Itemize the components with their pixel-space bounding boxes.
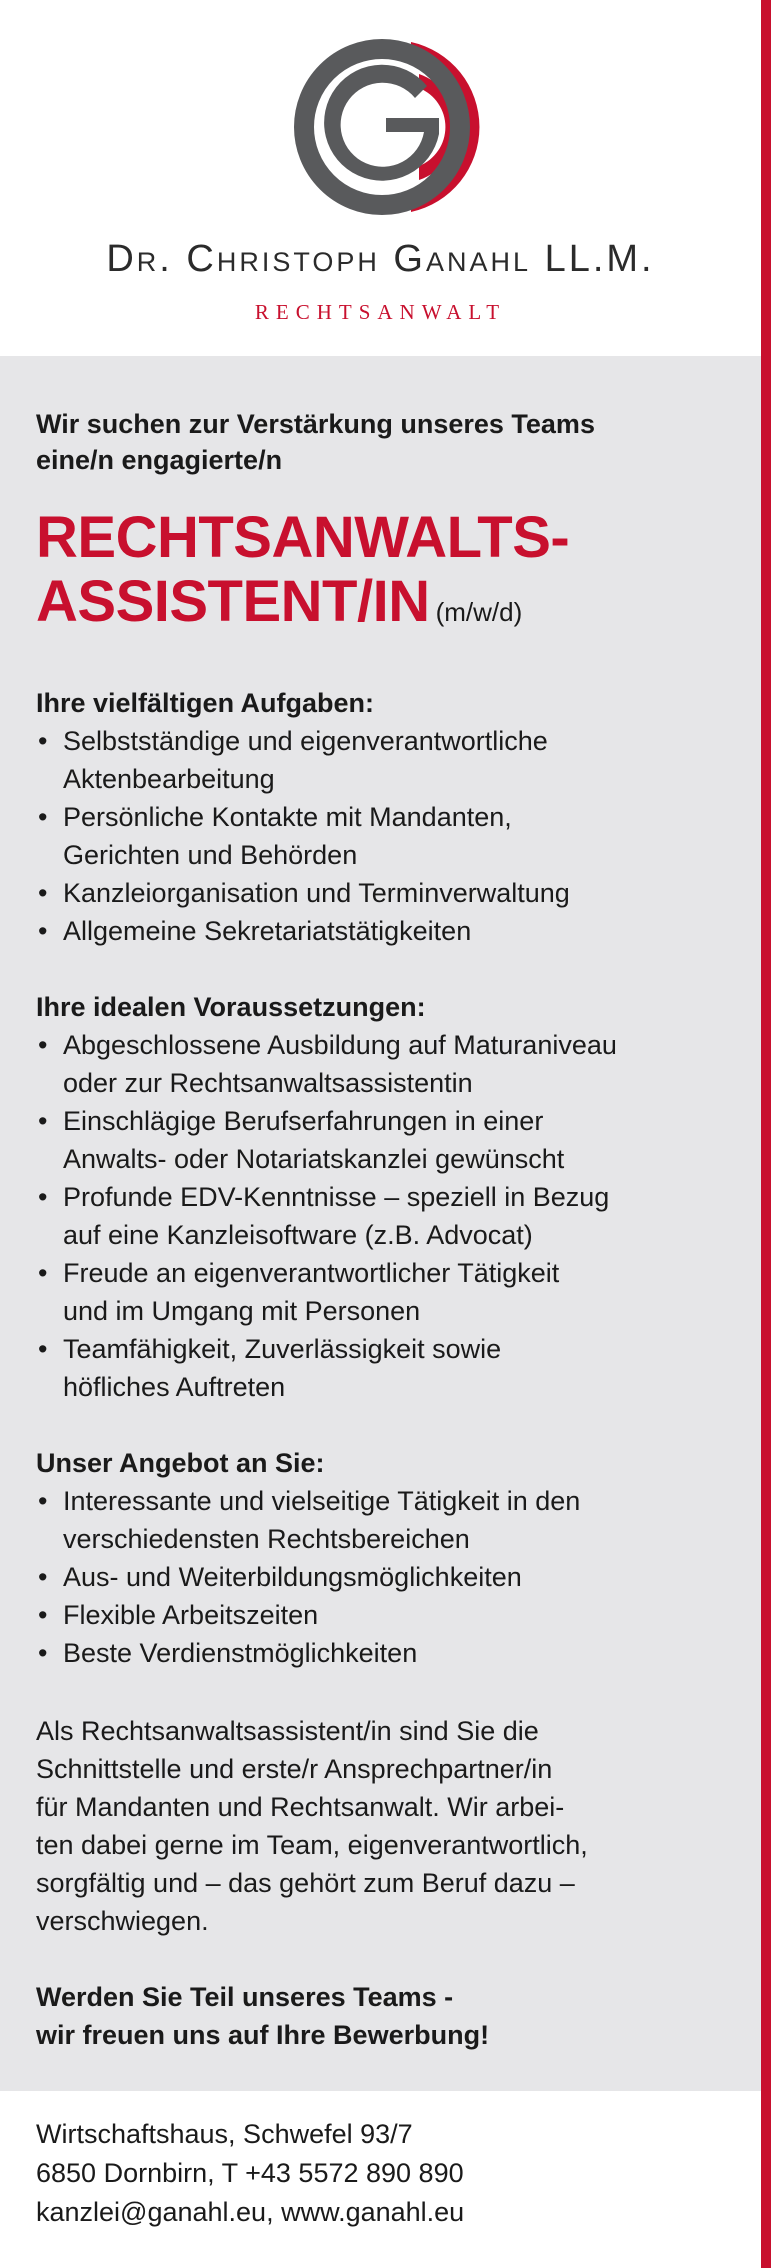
paragraph-line: verschwiegen. [36, 1906, 209, 1936]
list-item-text: höfliches Auftreten [63, 1372, 286, 1402]
list-item [36, 1596, 731, 1634]
list-item-text: Gerichten und Behörden [63, 840, 358, 870]
ad-content [0, 356, 761, 2091]
requirements-list [36, 1026, 731, 1406]
tasks-heading: Ihre vielfältigen Aufgaben: [36, 688, 375, 718]
offer-heading: Unser Angebot an Sie: [36, 1448, 325, 1478]
paragraph-line: für Mandanten und Rechtsanwalt. Wir arbei- [36, 1792, 565, 1822]
list-item-text: Kanzleiorganisation und Terminverwaltung [63, 878, 570, 908]
offer-list [36, 1482, 731, 1672]
list-item-text: Allgemeine Sekretariatstätigkeiten [63, 916, 472, 946]
list-item-text: Selbstständige und eigenverantwortliche [63, 726, 548, 756]
list-item [36, 798, 731, 874]
list-item [36, 1102, 731, 1178]
job-title [36, 506, 731, 644]
list-item-text: Flexible Arbeitszeiten [63, 1600, 319, 1630]
red-edge-bar [761, 0, 771, 2268]
list-item-text: Teamfähigkeit, Zuverlässigkeit sowie [63, 1334, 502, 1364]
bullet-icon: • [38, 1562, 48, 1592]
bullet-icon: • [38, 1182, 48, 1212]
list-item [36, 1178, 731, 1254]
firm-name: Dr. Christoph Ganahl LL.M. [106, 238, 655, 280]
bullet-icon: • [38, 802, 48, 832]
footer-city-phone: 6850 Dornbirn, T +43 5572 890 890 [36, 2158, 464, 2188]
list-item [36, 1482, 731, 1558]
list-item-text: Interessante und vielseitige Tätigkeit in den [63, 1486, 581, 1516]
firm-subtitle: RECHTSANWALT [254, 300, 507, 324]
list-item-text: Beste Verdienstmöglichkeiten [63, 1638, 418, 1668]
list-item-text: Aus- und Weiterbildungsmöglichkeiten [63, 1562, 522, 1592]
list-item [36, 1330, 731, 1406]
closing-line-1: Werden Sie Teil unseres Teams - [36, 1982, 454, 2012]
list-item-text: verschiedensten Rechtsbereichen [63, 1524, 470, 1554]
list-item-text: Persönliche Kontakte mit Mandanten, [63, 802, 512, 832]
list-item [36, 1254, 731, 1330]
intro-line-1: Wir suchen zur Verstärkung unseres Teams [36, 409, 595, 439]
bullet-icon: • [38, 1638, 48, 1668]
list-item-text: Einschlägige Berufserfahrungen in einer [63, 1106, 544, 1136]
intro-text [36, 406, 731, 478]
list-item [36, 874, 731, 912]
paragraph-line: sorgfältig und – das gehört zum Beruf dazu – [36, 1868, 575, 1898]
list-item-text: Anwalts- oder Notariatskanzlei gewünscht [63, 1144, 565, 1174]
paragraph-line: Schnittstelle und erste/r Ansprechpartner/in [36, 1754, 553, 1784]
footer-address: Wirtschaftshaus, Schwefel 93/7 [36, 2119, 413, 2149]
list-item [36, 1634, 731, 1672]
bullet-icon: • [38, 1106, 48, 1136]
list-item-text: Freude an eigenverantwortlicher Tätigkeit [63, 1258, 560, 1288]
list-item-text: Profunde EDV-Kenntnisse – speziell in Bezug [63, 1182, 610, 1212]
job-title-line-2 [36, 570, 731, 644]
paragraph-line: ten dabei gerne im Team, eigenverantwortlich, [36, 1830, 588, 1860]
closing-line-2: wir freuen uns auf Ihre Bewerbung! [36, 2020, 490, 2050]
bullet-icon: • [38, 1600, 48, 1630]
list-item [36, 722, 731, 798]
letterhead [0, 0, 761, 356]
gender-suffix: (m/w/d) [435, 597, 523, 627]
ganahl-logo-icon [289, 34, 511, 220]
list-item-text: oder zur Rechtsanwaltsassistentin [63, 1068, 473, 1098]
logo-letter-g [324, 65, 439, 181]
role-description [36, 1712, 731, 1940]
contact-footer [0, 2091, 761, 2268]
bullet-icon: • [38, 1486, 48, 1516]
bullet-icon: • [38, 1334, 48, 1364]
list-item [36, 1558, 731, 1596]
paragraph-line: Als Rechtsanwaltsassistent/in sind Sie die [36, 1716, 539, 1746]
intro-line-2: eine/n engagierte/n [36, 445, 283, 475]
bullet-icon: • [38, 916, 48, 946]
list-item [36, 1026, 731, 1102]
requirements-heading: Ihre idealen Voraussetzungen: [36, 992, 426, 1022]
closing-call-to-action [36, 1978, 731, 2054]
tasks-list [36, 722, 731, 950]
list-item-text: Aktenbearbeitung [63, 764, 275, 794]
list-item-text: und im Umgang mit Personen [63, 1296, 421, 1326]
list-item-text: auf eine Kanzleisoftware (z.B. Advocat) [63, 1220, 533, 1250]
bullet-icon: • [38, 1030, 48, 1060]
footer-email-web: kanzlei@ganahl.eu, www.ganahl.eu [36, 2197, 465, 2227]
bullet-icon: • [38, 878, 48, 908]
job-title-line-1: RECHTSANWALTS- [36, 505, 570, 570]
list-item-text: Abgeschlossene Ausbildung auf Maturaniveau [63, 1030, 617, 1060]
list-item [36, 912, 731, 950]
bullet-icon: • [38, 726, 48, 756]
job-title-main: ASSISTENT/IN [36, 569, 430, 634]
bullet-icon: • [38, 1258, 48, 1288]
